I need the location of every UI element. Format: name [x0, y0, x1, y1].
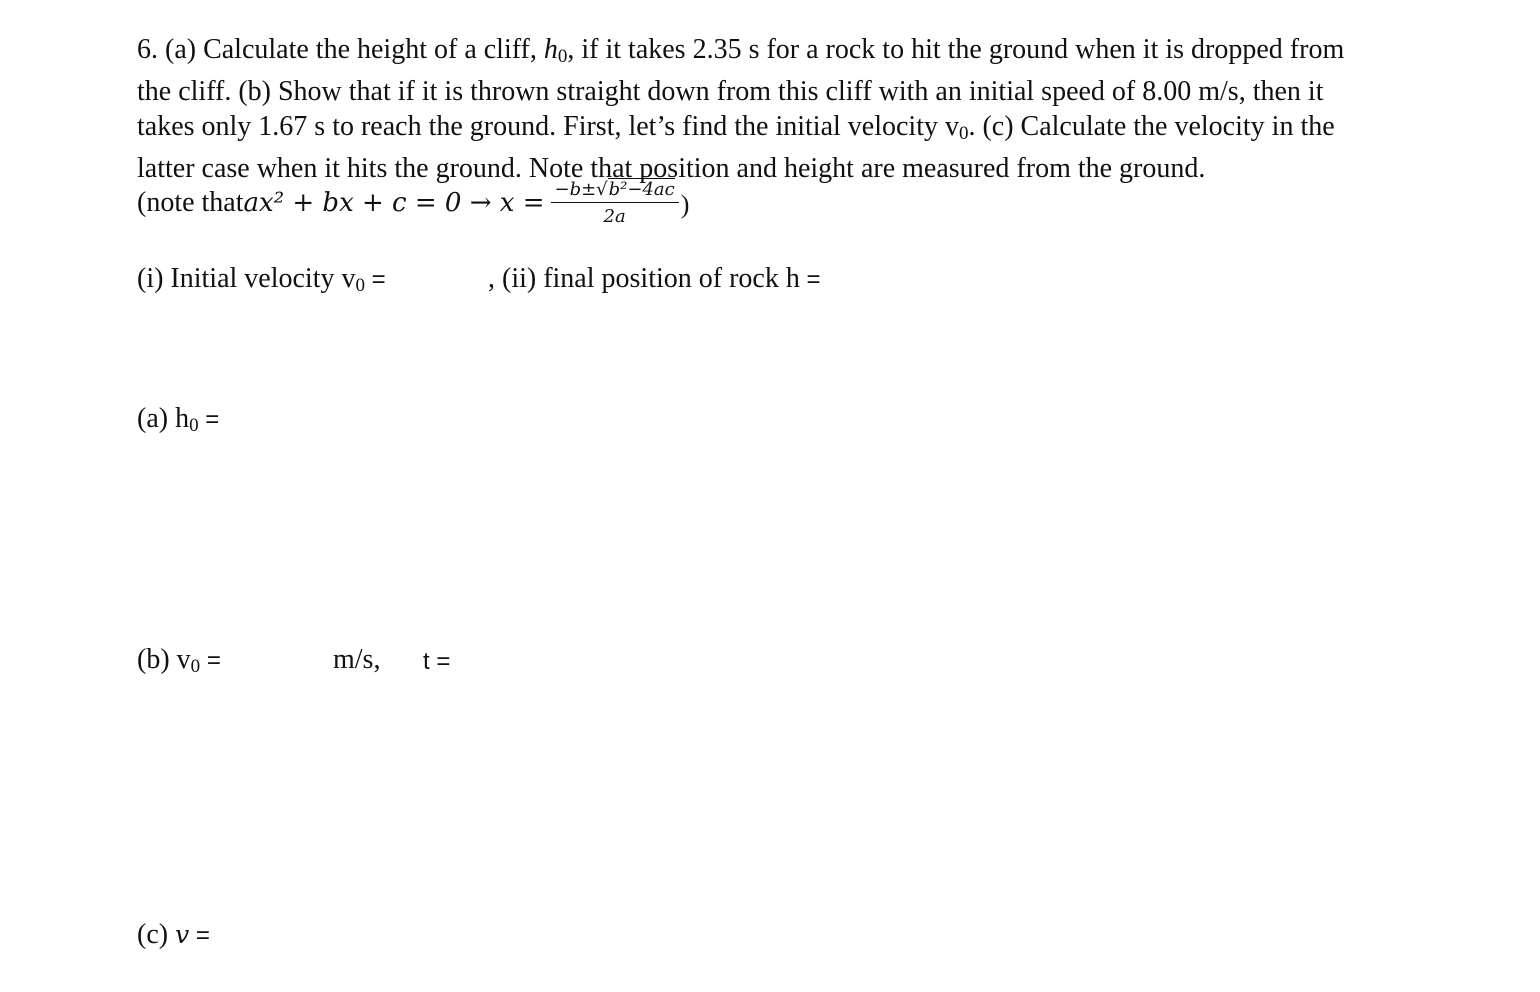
part-c-label [137, 918, 210, 953]
part-c-equals: = [189, 922, 210, 949]
numerator-radicand: b²−4ac [608, 178, 675, 200]
final-velocity-answer-blank[interactable] [228, 921, 288, 949]
part-c-text: (c) [137, 919, 176, 950]
final-position-answer-blank[interactable] [860, 265, 920, 293]
problem-line-1-text-b: , if it takes 2.35 s for a rock to hit the ground when it is dropped from [567, 34, 1345, 65]
time-answer-blank[interactable] [465, 646, 525, 674]
initial-velocity-answer-blank[interactable] [415, 265, 475, 293]
problem-line-3-text-b: . (c) Calculate the velocity in the [968, 111, 1335, 142]
part-i-equals: = [365, 266, 386, 293]
problem-line-3-text-a: takes only 1.67 s to reach the ground. First, let’s find the initial velocity v [137, 111, 959, 142]
part-ii-equals: = [799, 266, 821, 293]
problem-line-3 [137, 109, 1477, 151]
part-a-label [137, 402, 219, 443]
quadratic-formula-fraction [551, 180, 679, 227]
quadratic-equation: ax² + bx + c = 0 → x = [243, 188, 545, 218]
h-zero-variable: h [543, 34, 558, 65]
problem-line-1-text-a: 6. (a) Calculate the height of a cliff, [137, 34, 544, 65]
part-b-time-label: t = [423, 648, 451, 675]
note-prefix: (note that [137, 187, 244, 218]
v-zero-subscript: 0 [958, 123, 969, 144]
fraction-bar [551, 202, 679, 203]
thrown-velocity-answer-blank[interactable] [245, 646, 305, 674]
part-ii-label [488, 262, 821, 297]
part-i-label [137, 262, 386, 303]
part-a-subscript: 0 [189, 415, 199, 436]
numerator-lead: −b±√ [554, 178, 608, 200]
cliff-height-answer-blank[interactable] [240, 405, 300, 433]
part-b-subscript: 0 [190, 656, 201, 677]
fraction-denominator: 2a [603, 205, 626, 227]
part-a-text: (a) h [137, 403, 190, 434]
problem-line-1 [137, 32, 1477, 74]
part-ii-text: , (ii) final position of rock h [488, 263, 800, 294]
part-b-label [137, 643, 221, 684]
problem-line-4: latter case when it hits the ground. Note that position and height are measured from the ground. [137, 153, 1206, 184]
quadratic-formula-note [137, 173, 689, 233]
part-b-unit: m/s, [333, 644, 381, 675]
problem-statement [137, 32, 1477, 186]
part-b-equals: = [200, 647, 221, 674]
part-i-subscript: 0 [355, 275, 365, 296]
part-a-equals: = [198, 406, 220, 433]
problem-line-2: the cliff. (b) Show that if it is thrown straight down from this cliff with an initial speed of 8.00 m/s, then it [137, 76, 1324, 107]
v-variable: v [175, 920, 190, 949]
part-b-text: (b) v [137, 644, 191, 675]
part-i-text: (i) Initial velocity v [137, 263, 356, 294]
fraction-numerator [551, 180, 679, 200]
note-suffix: ) [680, 190, 690, 219]
h-zero-subscript: 0 [557, 46, 568, 67]
